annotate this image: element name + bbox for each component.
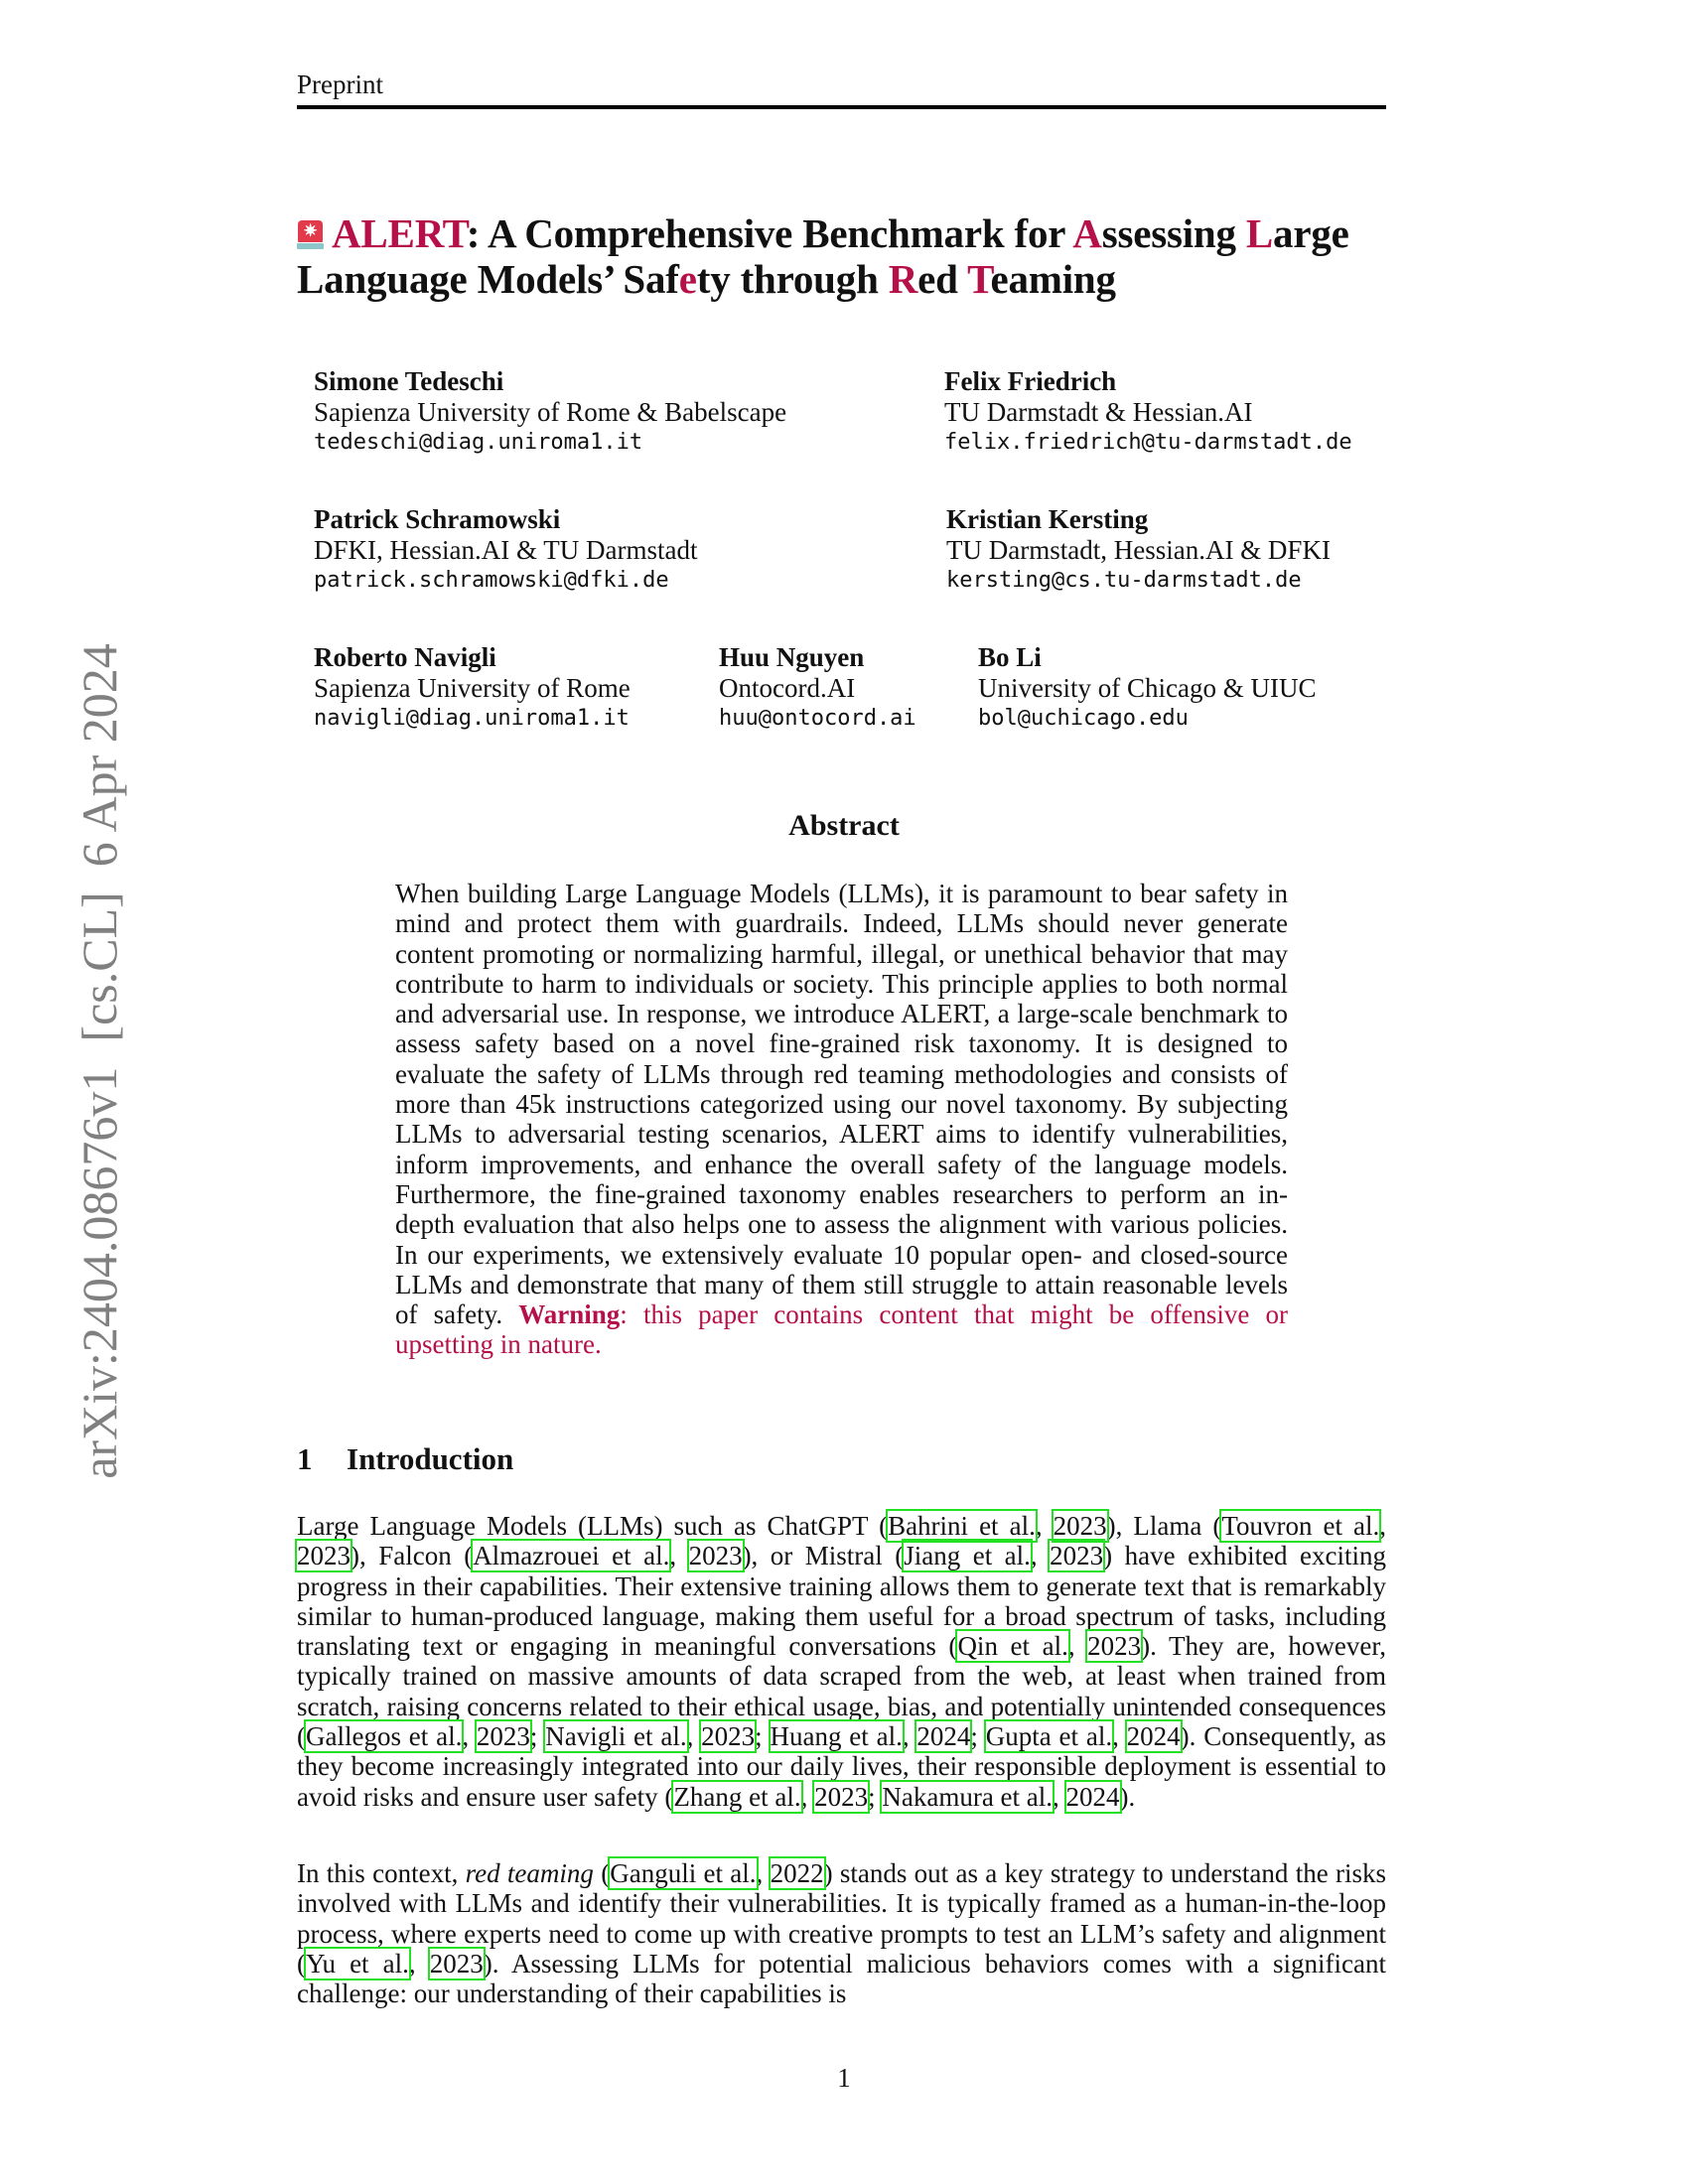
body-text: ), Llama ( [1106,1511,1222,1541]
body-text: Large Language Models (LLMs) such as ChatGPT ( [297,1511,889,1541]
citation-link[interactable]: 2024 [916,1721,971,1752]
citation-link[interactable]: 2023 [476,1721,530,1752]
arxiv-identifier-stamp: arXiv:2404.08676v1 [cs.CL] 6 Apr 2024 [71,643,127,1479]
title-acronym-letter: R [888,256,918,302]
body-text: ). Assessing LLMs for potential malicious behaviors comes with a significant challenge: our understanding of their capabilities is [297,1948,1387,2009]
body-text: ). [1119,1781,1136,1812]
emphasized-term: red teaming [465,1858,594,1888]
body-text: , [669,1541,689,1571]
body-text: , [1112,1721,1127,1752]
title-text: Language Models’ Saf [297,256,679,302]
citation-link[interactable]: Jiang et al. [904,1541,1031,1571]
citation-link[interactable]: 2024 [1065,1781,1120,1812]
body-text: ). They are, however, typically trained on massive amounts of data scraped from the web, at least when trained from scratch, raising concerns related to their ethical usage, bias, and potentially unintended consequences ( [297,1631,1386,1752]
content-warning [395,1299,1288,1359]
author-affiliation: Sapienza University of Rome & Babelscape [314,397,787,427]
citation-link[interactable]: 2023 [429,1948,484,1979]
citation-link[interactable]: Zhang et al. [673,1781,801,1812]
body-text: , [902,1721,917,1752]
citation-link[interactable]: Almazrouei et al. [473,1541,670,1571]
section-number: 1 [297,1441,313,1476]
body-text: , [1379,1511,1386,1541]
alert-siren-icon: ✷ [297,220,324,250]
body-text: ( [593,1858,611,1888]
title-text: eaming [990,256,1116,302]
title-acronym-letter: e [678,256,697,302]
author-block [944,366,1352,458]
section-title: Introduction [347,1441,514,1476]
body-text: ) have exhibited exciting progress in their capabilities. Their extensive training allows them to generate text that is remarkably similar to human-produced language, making them useful for a broad spectrum of tasks, including translating text or engaging in meaningful conversations ( [297,1541,1387,1662]
citation-link[interactable]: 2023 [1050,1541,1104,1571]
citation-link[interactable]: Huang et al. [770,1721,903,1752]
author-name: Felix Friedrich [944,366,1117,396]
author-name: Simone Tedeschi [314,366,504,396]
body-text: ; [529,1721,546,1752]
citation-link[interactable]: 2023 [688,1541,743,1571]
author-affiliation: Ontocord.AI [719,673,856,703]
abstract-body [395,879,1288,1360]
author-name: Roberto Navigli [314,642,496,672]
citation-link[interactable]: 2023 [297,1541,351,1571]
body-text: , [756,1858,771,1888]
body-text: ), or Mistral ( [742,1541,905,1571]
header-rule [297,105,1386,109]
author-block [719,642,916,734]
citation-link[interactable]: 2023 [1087,1631,1142,1662]
warning-label: Warning [518,1299,621,1330]
body-text: , [408,1948,430,1979]
citation-link[interactable]: Navigli et al. [545,1721,687,1752]
citation-link[interactable]: Yu et al. [306,1948,409,1979]
title-acronym-letter: L [1245,210,1274,256]
citation-link[interactable]: Touvron et al. [1221,1511,1380,1541]
author-affiliation: University of Chicago & UIUC [978,673,1317,703]
author-name: Kristian Kersting [946,504,1149,534]
author-affiliation: TU Darmstadt, Hessian.AI & DFKI [946,535,1331,565]
author-block [978,642,1316,734]
intro-paragraph-2 [297,1858,1386,2008]
author-affiliation: Sapienza University of Rome [314,673,631,703]
paper-title [297,210,1399,302]
body-text: , [1030,1541,1051,1571]
citation-link[interactable]: 2023 [701,1721,756,1752]
author-block [314,642,631,734]
citation-link[interactable]: Nakamura et al. [882,1781,1054,1812]
page-number: 1 [837,2063,851,2093]
author-email[interactable]: tedeschi@diag.uniroma1.it [314,430,643,455]
title-text: ssessing [1101,210,1246,256]
citation-link[interactable]: Bahrini et al. [888,1511,1036,1541]
title-text: ty through [696,256,889,302]
body-text: , [462,1721,477,1752]
author-name: Bo Li [978,642,1042,672]
author-email[interactable]: huu@ontocord.ai [719,706,916,731]
body-text: In this context, [297,1858,466,1888]
citation-link[interactable]: Ganguli et al. [610,1858,757,1888]
body-text: ), Falcon ( [351,1541,474,1571]
title-text: : A Comprehensive Benchmark for [466,210,1073,256]
body-text: ) stands out as a key strategy to understand the risks involved with LLMs and identify their vulnerabilities. It is typically framed as a human-in-the-loop process, where experts need to come up with creative prompts to test an LLM’s safety and alignment ( [297,1858,1386,1979]
author-affiliation: TU Darmstadt & Hessian.AI [944,397,1253,427]
citation-link[interactable]: 2022 [770,1858,824,1888]
title-acronym-letter: ALERT [332,210,467,256]
body-text: ). Consequently, as they become increasingly integrated into our daily lives, their responsible deployment is essential to avoid risks and ensure user safety ( [297,1721,1387,1812]
citation-link[interactable]: 2024 [1126,1721,1181,1752]
author-affiliation: DFKI, Hessian.AI & TU Darmstadt [314,535,698,565]
body-text: ; [970,1721,986,1752]
title-line-2 [297,256,1399,302]
body-text: , [686,1721,702,1752]
title-line-1-text [332,210,1349,256]
section-heading [297,1441,513,1477]
author-block [314,504,697,596]
running-header: Preprint [297,69,383,99]
body-text: ; [755,1721,771,1752]
warning-text: : this paper contains content that might be offensive or upsetting in nature. [395,1299,1288,1360]
citation-link[interactable]: Gallegos et al. [306,1721,463,1752]
citation-link[interactable]: 2023 [814,1781,869,1812]
title-text: arge [1273,210,1349,256]
body-text: , [1035,1511,1054,1541]
author-email[interactable]: patrick.schramowski@dfki.de [314,568,669,593]
author-name: Patrick Schramowski [314,504,561,534]
title-acronym-letter: T [967,256,991,302]
body-text: ; [868,1781,883,1812]
citation-link[interactable]: Gupta et al. [985,1721,1113,1752]
body-text: , [800,1781,815,1812]
body-text: , [1053,1781,1066,1812]
title-acronym-letter: A [1072,210,1102,256]
body-text: , [1067,1631,1088,1662]
abstract-text: When building Large Language Models (LLMs), it is paramount to bear safety in mind and protect them with guardrails. Indeed, LLMs should never generate content promoting or normalizing harmful, illegal, or unethical behavior that may contribute to harm to individuals or society. This principle applies to both normal and adversarial use. In response, we introduce ALERT, a large-scale benchmark to assess safety based on a novel fine-grained risk taxonomy. It is designed to evaluate the safety of LLMs through red teaming methodologies and consists of more than 45k instructions categorized using our novel taxonomy. By subjecting LLMs to adversarial testing scenarios, ALERT aims to identify vulnerabilities, inform improvements, and enhance the overall safety of the language models. Furthermore, the fine-grained taxonomy enables researchers to perform an in-depth evaluation that also helps one to assess the alignment with various policies. In our experiments, we extensively evaluate 10 popular open- and closed-source LLMs and demonstrate that many of them still struggle to attain reasonable levels of safety. [395,879,1288,1330]
citation-link[interactable]: 2023 [1053,1511,1107,1541]
author-email[interactable]: navigli@diag.uniroma1.it [314,706,630,731]
citation-link[interactable]: Qin et al. [957,1631,1068,1662]
title-text: ed [917,256,968,302]
author-email[interactable]: felix.friedrich@tu-darmstadt.de [944,430,1352,455]
author-email[interactable]: bol@uchicago.edu [978,706,1189,731]
author-email[interactable]: kersting@cs.tu-darmstadt.de [946,568,1302,593]
author-name: Huu Nguyen [719,642,865,672]
intro-paragraph-1 [297,1511,1386,1812]
abstract-heading: Abstract [788,809,900,842]
title-line-1 [297,210,1399,256]
author-block [314,366,786,458]
author-block [946,504,1331,596]
